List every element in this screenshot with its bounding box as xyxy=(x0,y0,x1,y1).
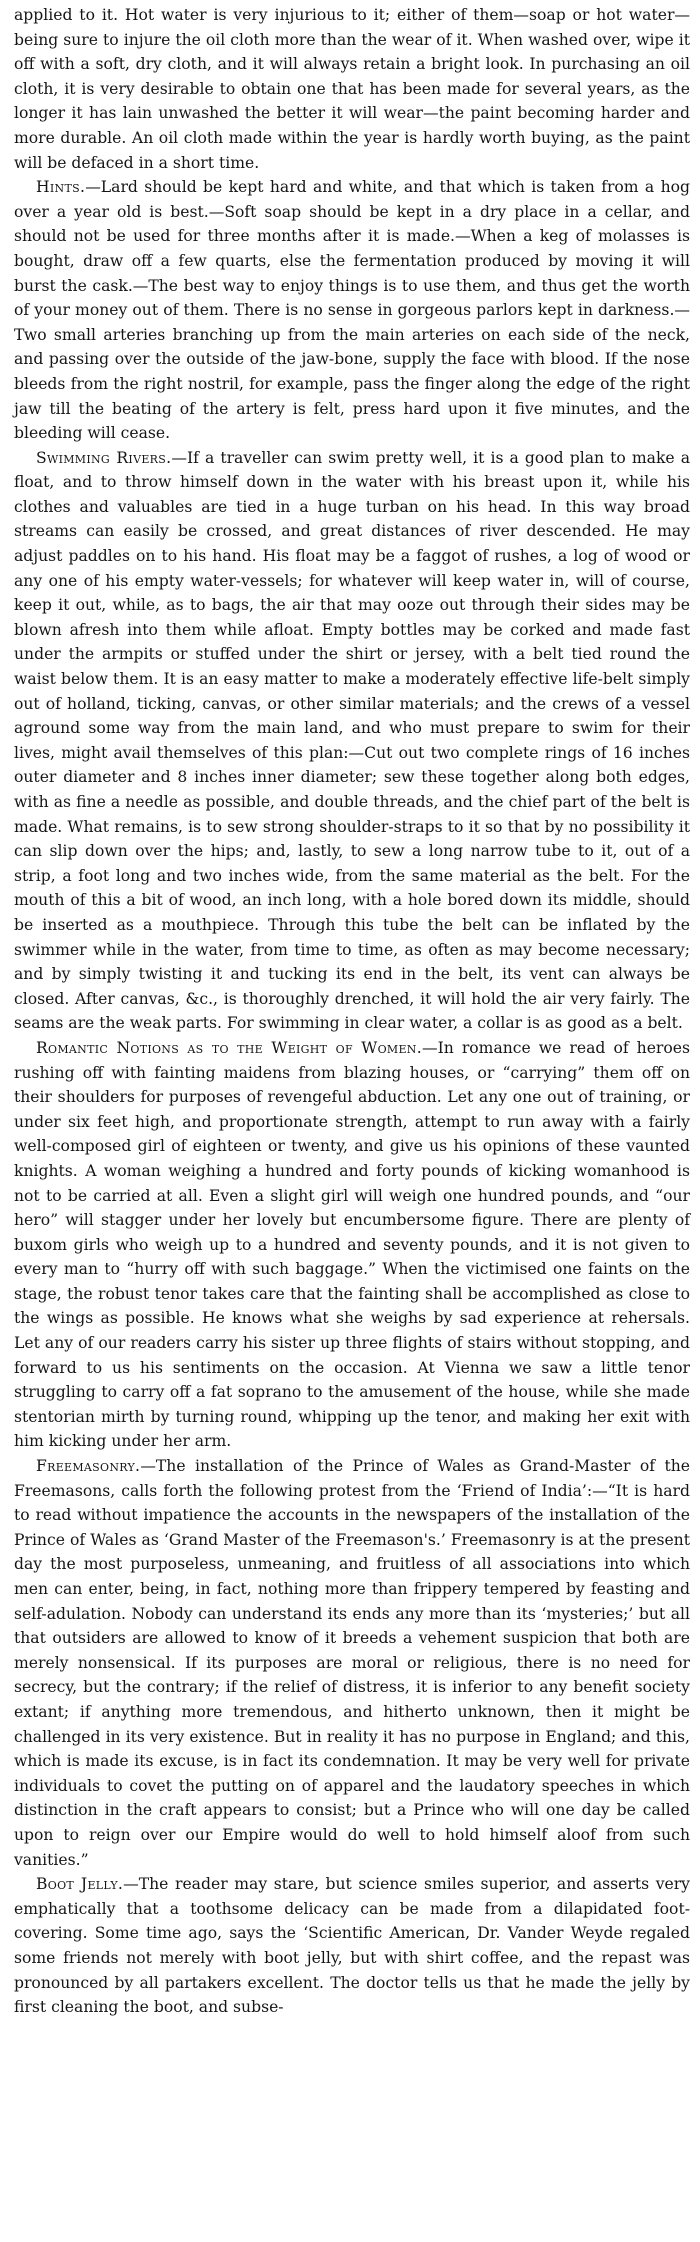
paragraph-swimming-rivers xyxy=(14,446,690,1036)
section-heading: Romantic Notions as to the Weight of Women. xyxy=(36,1038,422,1057)
paragraph-freemasonry xyxy=(14,1454,690,1872)
paragraph-body: —The reader may stare, but science smiles superior, and asserts very emphatically that a toothsome delicacy can be made from a dilapidated foot-covering. Some time ago, says the ‘Scientific American, Dr. Vander Weyde regaled some friends not merely with boot jelly, but with shirt coffee, and the repast was pronounced by all partakers excellent. The doctor tells us that he made the jelly by first cleaning the boot, and subse- xyxy=(14,1875,690,2017)
paragraph-body: —If a traveller can swim pretty well, it is a good plan to make a float, and to throw himself down in the water with his breast upon it, while his clothes and valuables are tied in a huge turban on his head. In this way broad streams can easily be crossed, and great distances of river descended. He may adjust paddles on to his hand. His float may be a faggot of rushes, a log of wood or any one of his empty water-vessels; for whatever will keep water in, will of course, keep it out, while, as to bags, the air that may ooze out through their sides may be blown afresh into them while afloat. Empty bottles may be corked and made fast under the armpits or stuffed under the shirt or jersey, with a belt tied round the waist below them. It is an easy matter to make a moderately effective life-belt simply out of holland, ticking, canvas, or other similar materials; and the crews of a vessel aground some way from the main land, and who must prepare to swim for their lives, might avail themselves of this plan:—Cut out two complete rings of 16 inches outer diameter and 8 inches inner diameter; sew these together along both edges, with as fine a needle as possible, and double threads, and the chief part of the belt is made. What remains, is to sew strong shoulder-straps to it so that by no possibility it can slip down over the hips; and, lastly, to sew a long narrow tube to it, out of a strip, a foot long and two inches wide, from the same material as the belt. For the mouth of this a bit of wood, an inch long, with a hole bored down its middle, should be inserted as a mouthpiece. Through this tube the belt can be inflated by the swimmer while in the water, from time to time, as often as may become necessary; and by simply twisting it and tucking its end in the belt, its vent can always be closed. After canvas, &c., is thoroughly drenched, it will hold the air very fairly. The seams are the weak parts. For swimming in clear water, a collar is as good as a belt. xyxy=(14,448,690,1033)
paragraph-body: —The installation of the Prince of Wales as Grand-Master of the Freemasons, calls forth the following protest from the ‘Friend of India’:—“It is hard to read without impatience the accounts in the newspapers of the installation of the Prince of Wales as ‘Grand Master of the Freemason's.’ Freemasonry is at the present day the most purposeless, unmeaning, and fruitless of all associations into which men can enter, being, in fact, nothing more than frippery tempered by feasting and self-adulation. Nobody can understand its ends any more than its ‘mysteries;’ but all that outsiders are allowed to know of it breeds a vehement suspicion that both are merely nonsensical. If its purposes are moral or religious, there is no need for secrecy, but the contrary; if the relief of distress, it is inferior to any benefit society extant; if anything more tremendous, and hitherto unknown, then it might be challenged in its very existence. But in reality it has no purpose in England; and this, which is made its excuse, is in fact its condemnation. It may be very well for private individuals to covet the putting on of apparel and the laudatory speeches in which distinction in the craft appears to consist; but a Prince who will one day be called upon to reign over our Empire would do well to hold himself aloof from such vanities.” xyxy=(14,1457,690,1869)
paragraph-body: —Lard should be kept hard and white, and that which is taken from a hog over a year old is best.—Soft soap should be kept in a dry place in a cellar, and should not be used for three months after it is made.—When a keg of molasses is bought, draw off a few quarts, else the fermentation produced by moving it will burst the cask.—The best way to enjoy things is to use them, and thus get the worth of your money out of them. There is no sense in gorgeous parlors kept in darkness.—Two small arteries branching up from the main arteries on each side of the neck, and passing over the outside of the jaw-bone, supply the face with blood. If the nose bleeds from the right nostril, for example, pass the finger along the edge of the right jaw till the beating of the artery is felt, press hard upon it five minutes, and the bleeding will cease. xyxy=(14,178,690,443)
section-heading: Swimming Rivers. xyxy=(36,448,172,467)
paragraph-weight-of-women xyxy=(14,1036,690,1454)
paragraph-boot-jelly xyxy=(14,1872,690,2020)
section-heading: Hints. xyxy=(36,178,86,197)
section-heading: Boot Jelly. xyxy=(36,1875,124,1894)
section-heading: Freemasonry. xyxy=(36,1457,141,1476)
paragraph-body: —In romance we read of heroes rushing off with fainting maidens from blazing houses, or “carrying” them off on their shoulders for purposes of revengeful abduction. Let any one out of training, or under six feet high, and proportionate strength, attempt to run away with a fairly well-composed girl of eighteen or twenty, and give us his opinions of these vaunted knights. A woman weighing a hundred and forty pounds of kicking womanhood is not to be carried at all. Even a slight girl will weigh one hundred pounds, and “our hero” will stagger under her lovely but encumbersome figure. There are plenty of buxom girls who weigh up to a hundred and seventy pounds, and it is not given to every man to “hurry off with such baggage.” When the victimised one faints on the stage, the robust tenor takes care that the fainting shall be accomplished as close to the wings as possible. He knows what she weighs by sad experience at rehersals. Let any of our readers carry his sister up three flights of stairs without stopping, and forward to us his sentiments on the occasion. At Vienna we saw a little tenor struggling to carry off a fat soprano to the amusement of the house, while she made stentorian mirth by turning round, whipping up the tenor, and making her exit with him kicking under her arm. xyxy=(14,1038,690,1451)
paragraph-hints xyxy=(14,175,690,446)
paragraph-oil-cloth xyxy=(14,3,690,175)
paragraph-body: applied to it. Hot water is very injurious to it; either of them—soap or hot water—being sure to injure the oil cloth more than the wear of it. When washed over, wipe it off with a soft, dry cloth, and it will always retain a bright look. In purchasing an oil cloth, it is very desirable to obtain one that has been made for several years, as the longer it has lain unwashed the better it will wear—the paint becoming harder and more durable. An oil cloth made within the year is hardly worth buying, as the paint will be defaced in a short time. xyxy=(14,6,690,172)
